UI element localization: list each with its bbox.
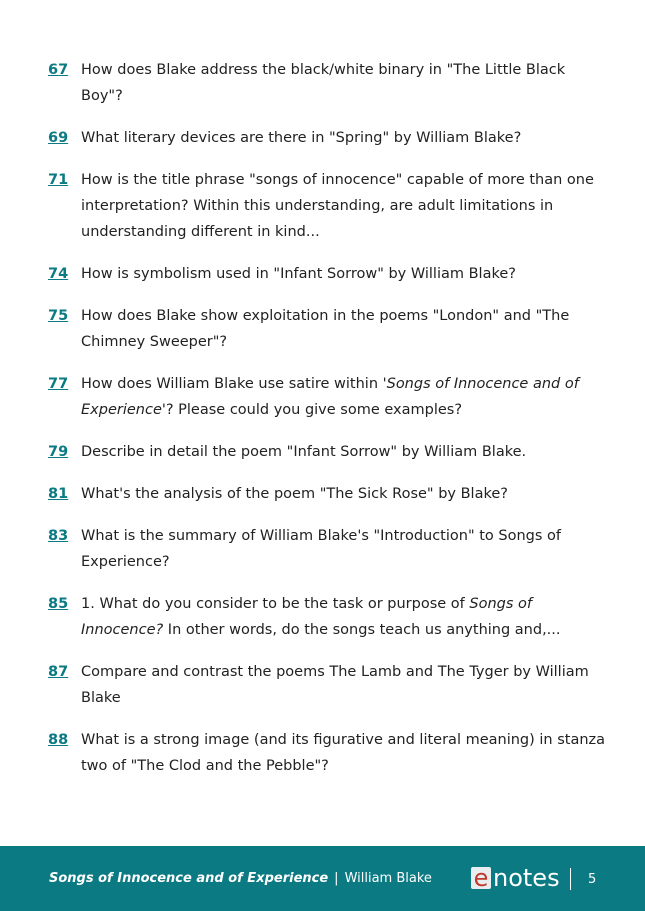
list-item — [48, 261, 608, 287]
list-item — [48, 439, 608, 465]
question-text: What is a strong image (and its figurative and literal meaning) in stanza two of "The Clod and the Pebble"? — [81, 732, 606, 774]
question-text: What's the analysis of the poem "The Sick Rose" by Blake? — [81, 486, 508, 502]
question-text: Compare and contrast the poems The Lamb and The Tyger by William Blake — [81, 664, 589, 706]
page-link[interactable]: 67 — [48, 62, 69, 78]
question-text: How does Blake show exploitation in the poems "London" and "The Chimney Sweeper"? — [81, 308, 570, 350]
question-text: How is symbolism used in "Infant Sorrow" by William Blake? — [81, 266, 516, 282]
page-link[interactable]: 71 — [48, 172, 69, 188]
list-item — [48, 303, 608, 355]
page-link[interactable]: 87 — [48, 664, 69, 680]
enotes-logo: e notes — [471, 866, 560, 890]
footer-divider — [570, 868, 571, 890]
question-text: What is the summary of William Blake's "Introduction" to Songs of Experience? — [81, 528, 562, 570]
page-number: 5 — [588, 872, 597, 887]
question-text: How does Blake address the black/white binary in "The Little Black Boy"? — [81, 62, 566, 104]
page-link[interactable]: 81 — [48, 486, 69, 502]
list-item — [48, 371, 608, 423]
list-item — [48, 727, 608, 779]
page-link[interactable]: 83 — [48, 528, 69, 544]
footer-author: William Blake — [344, 871, 432, 886]
list-item — [48, 167, 608, 245]
question-list — [48, 57, 608, 795]
page-link[interactable]: 69 — [48, 130, 69, 146]
list-item — [48, 659, 608, 711]
list-item — [48, 591, 608, 643]
page-link[interactable]: 79 — [48, 444, 69, 460]
page-link[interactable]: 77 — [48, 376, 69, 392]
list-item — [48, 57, 608, 109]
question-text: 1. What do you consider to be the task or purpose of Songs of Innocence? In other words, do the songs teach us anything and,... — [81, 596, 561, 638]
page-link[interactable]: 74 — [48, 266, 69, 282]
list-item — [48, 481, 608, 507]
page-footer — [0, 846, 645, 911]
question-text: Describe in detail the poem "Infant Sorrow" by William Blake. — [81, 444, 527, 460]
list-item — [48, 125, 608, 151]
question-text: How does William Blake use satire within 'Songs of Innocence and of Experience'? Please could you give some examples? — [81, 376, 579, 418]
question-text: What literary devices are there in "Spring" by William Blake? — [81, 130, 522, 146]
logo-e-icon: e — [471, 867, 491, 889]
question-text: How is the title phrase "songs of innocence" capable of more than one interpretation? Within this understanding, are adult limitations in understanding different in kind... — [81, 172, 594, 240]
list-item — [48, 523, 608, 575]
footer-book-title: Songs of Innocence and of Experience | William Blake — [49, 871, 432, 886]
page-link[interactable]: 75 — [48, 308, 69, 324]
page-link[interactable]: 85 — [48, 596, 69, 612]
page-link[interactable]: 88 — [48, 732, 69, 748]
